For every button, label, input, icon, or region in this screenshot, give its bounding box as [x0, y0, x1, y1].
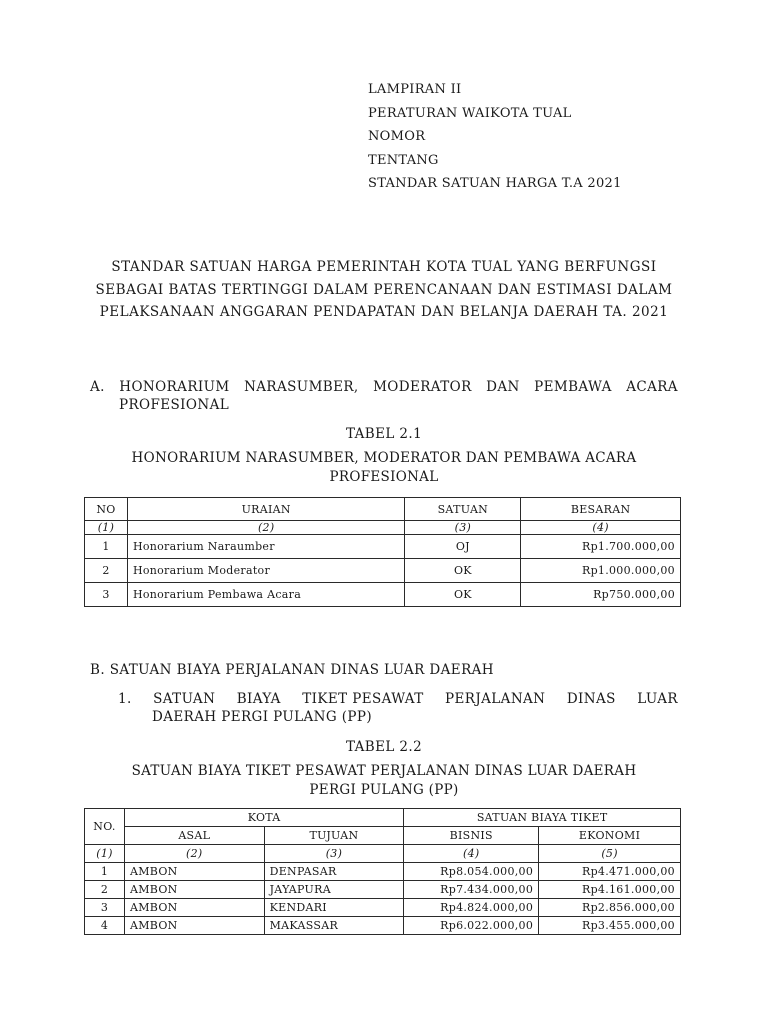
cell-no: 2 — [85, 881, 125, 899]
flight-ticket-table — [84, 808, 681, 935]
attachment-line: LAMPIRAN II — [368, 82, 462, 97]
table-subheader-row — [85, 827, 681, 845]
column-number-cell: (5) — [539, 845, 681, 863]
cell-no: 1 — [85, 863, 125, 881]
table-row — [85, 881, 681, 899]
cell-no: 4 — [85, 917, 125, 935]
header-cell-satuan-biaya: SATUAN BIAYA TIKET — [404, 809, 681, 827]
cell-tujuan: JAYAPURA — [264, 881, 404, 899]
cell-no: 3 — [85, 583, 128, 607]
header-cell-kota: KOTA — [124, 809, 403, 827]
column-number-cell: (2) — [124, 845, 264, 863]
heading-word: DINAS — [566, 691, 616, 707]
cell-bisnis: Rp6.022.000,00 — [404, 917, 539, 935]
attachment-line: STANDAR SATUAN HARGA T.A 2021 — [368, 176, 622, 191]
cell-no: 1 — [85, 535, 128, 559]
cell-asal: AMBON — [124, 863, 264, 881]
heading-word: SATUAN — [153, 691, 216, 707]
cell-bisnis: Rp7.434.000,00 — [404, 881, 539, 899]
cell-tujuan: DENPASAR — [264, 863, 404, 881]
subsection-b1-heading — [118, 690, 678, 726]
header-cell-uraian: URAIAN — [127, 498, 405, 521]
cell-no: 3 — [85, 899, 125, 917]
heading-word: NARASUMBER, — [244, 379, 359, 395]
header-cell-no: NO. — [85, 809, 125, 845]
document-title — [60, 256, 708, 324]
cell-satuan: OJ — [405, 535, 521, 559]
cell-besaran: Rp750.000,00 — [521, 583, 681, 607]
header-cell-ekonomi: EKONOMI — [539, 827, 681, 845]
table-title-line: PERGI PULANG (PP) — [309, 782, 459, 798]
table-row — [85, 863, 681, 881]
heading-word: ACARA — [626, 379, 678, 395]
column-number-cell: (1) — [85, 521, 128, 535]
column-number-cell: (4) — [521, 521, 681, 535]
table-header-row — [85, 498, 681, 521]
cell-satuan: OK — [405, 583, 521, 607]
heading-word: TIKET PESAWAT — [302, 691, 424, 707]
column-number-row — [85, 521, 681, 535]
header-cell-satuan: SATUAN — [405, 498, 521, 521]
cell-ekonomi: Rp4.161.000,00 — [539, 881, 681, 899]
table-header-row — [85, 809, 681, 827]
heading-word: LUAR — [637, 691, 678, 707]
cell-ekonomi: Rp4.471.000,00 — [539, 863, 681, 881]
title-line: SEBAGAI BATAS TERTINGGI DALAM PERENCANAAN DAN ESTIMASI DALAM — [95, 281, 673, 298]
heading-word: BIAYA — [236, 691, 281, 707]
subsection-marker: 1. — [118, 691, 132, 707]
column-number-cell: (3) — [405, 521, 521, 535]
title-line: STANDAR SATUAN HARGA PEMERINTAH KOTA TUAL YANG BERFUNGSI — [111, 259, 657, 275]
header-cell-asal: ASAL — [124, 827, 264, 845]
section-b-heading: B. SATUAN BIAYA PERJALANAN DINAS LUAR DAERAH — [90, 662, 494, 678]
column-number-cell: (1) — [85, 845, 125, 863]
table-title-line: HONORARIUM NARASUMBER, MODERATOR DAN PEMBAWA ACARA — [131, 450, 637, 466]
cell-tujuan: MAKASSAR — [264, 917, 404, 935]
section-marker: A. — [90, 379, 105, 395]
cell-asal: AMBON — [124, 899, 264, 917]
table-row — [85, 917, 681, 935]
attachment-header — [368, 78, 622, 196]
heading-continuation: DAERAH PERGI PULANG (PP) — [152, 709, 373, 725]
table-2-2-title — [90, 762, 678, 800]
table-2-1-title — [90, 449, 678, 487]
cell-uraian: Honorarium Pembawa Acara — [127, 583, 405, 607]
table-2-2-label: TABEL 2.2 — [345, 739, 423, 755]
heading-word: MODERATOR — [373, 379, 472, 395]
table-title-line: PROFESIONAL — [329, 469, 439, 485]
header-cell-no: NO — [85, 498, 128, 521]
heading-word: HONORARIUM — [119, 379, 230, 395]
table-row — [85, 535, 681, 559]
cell-besaran: Rp1.000.000,00 — [521, 559, 681, 583]
cell-satuan: OK — [405, 559, 521, 583]
column-number-cell: (3) — [264, 845, 404, 863]
cell-uraian: Honorarium Moderator — [127, 559, 405, 583]
cell-ekonomi: Rp3.455.000,00 — [539, 917, 681, 935]
heading-word: PEMBAWA — [534, 379, 612, 395]
cell-no: 2 — [85, 559, 128, 583]
table-row — [85, 899, 681, 917]
cell-bisnis: Rp8.054.000,00 — [404, 863, 539, 881]
attachment-line: NOMOR — [368, 129, 426, 144]
table-row — [85, 559, 681, 583]
attachment-line: PERATURAN WAIKOTA TUAL — [368, 105, 572, 121]
header-cell-tujuan: TUJUAN — [264, 827, 404, 845]
heading-word: PERJALANAN — [445, 691, 546, 707]
table-row — [85, 583, 681, 607]
heading-continuation: PROFESIONAL — [119, 397, 230, 413]
cell-asal: AMBON — [124, 917, 264, 935]
column-number-cell: (4) — [404, 845, 539, 863]
cell-besaran: Rp1.700.000,00 — [521, 535, 681, 559]
column-number-row — [85, 845, 681, 863]
table-2-1-label: TABEL 2.1 — [345, 426, 423, 442]
cell-uraian: Honorarium Naraumber — [127, 535, 405, 559]
header-cell-bisnis: BISNIS — [404, 827, 539, 845]
section-a-heading — [90, 378, 678, 414]
title-line: PELAKSANAAN ANGGARAN PENDAPATAN DAN BELANJA DAERAH TA. 2021 — [99, 304, 669, 320]
table-title-line: SATUAN BIAYA TIKET PESAWAT PERJALANAN DINAS LUAR DAERAH — [131, 763, 637, 779]
cell-asal: AMBON — [124, 881, 264, 899]
column-number-cell: (2) — [127, 521, 405, 535]
cell-ekonomi: Rp2.856.000,00 — [539, 899, 681, 917]
attachment-line: TENTANG — [368, 152, 439, 168]
cell-tujuan: KENDARI — [264, 899, 404, 917]
honorarium-table — [84, 497, 681, 607]
heading-word: DAN — [486, 379, 520, 395]
header-cell-besaran: BESARAN — [521, 498, 681, 521]
cell-bisnis: Rp4.824.000,00 — [404, 899, 539, 917]
